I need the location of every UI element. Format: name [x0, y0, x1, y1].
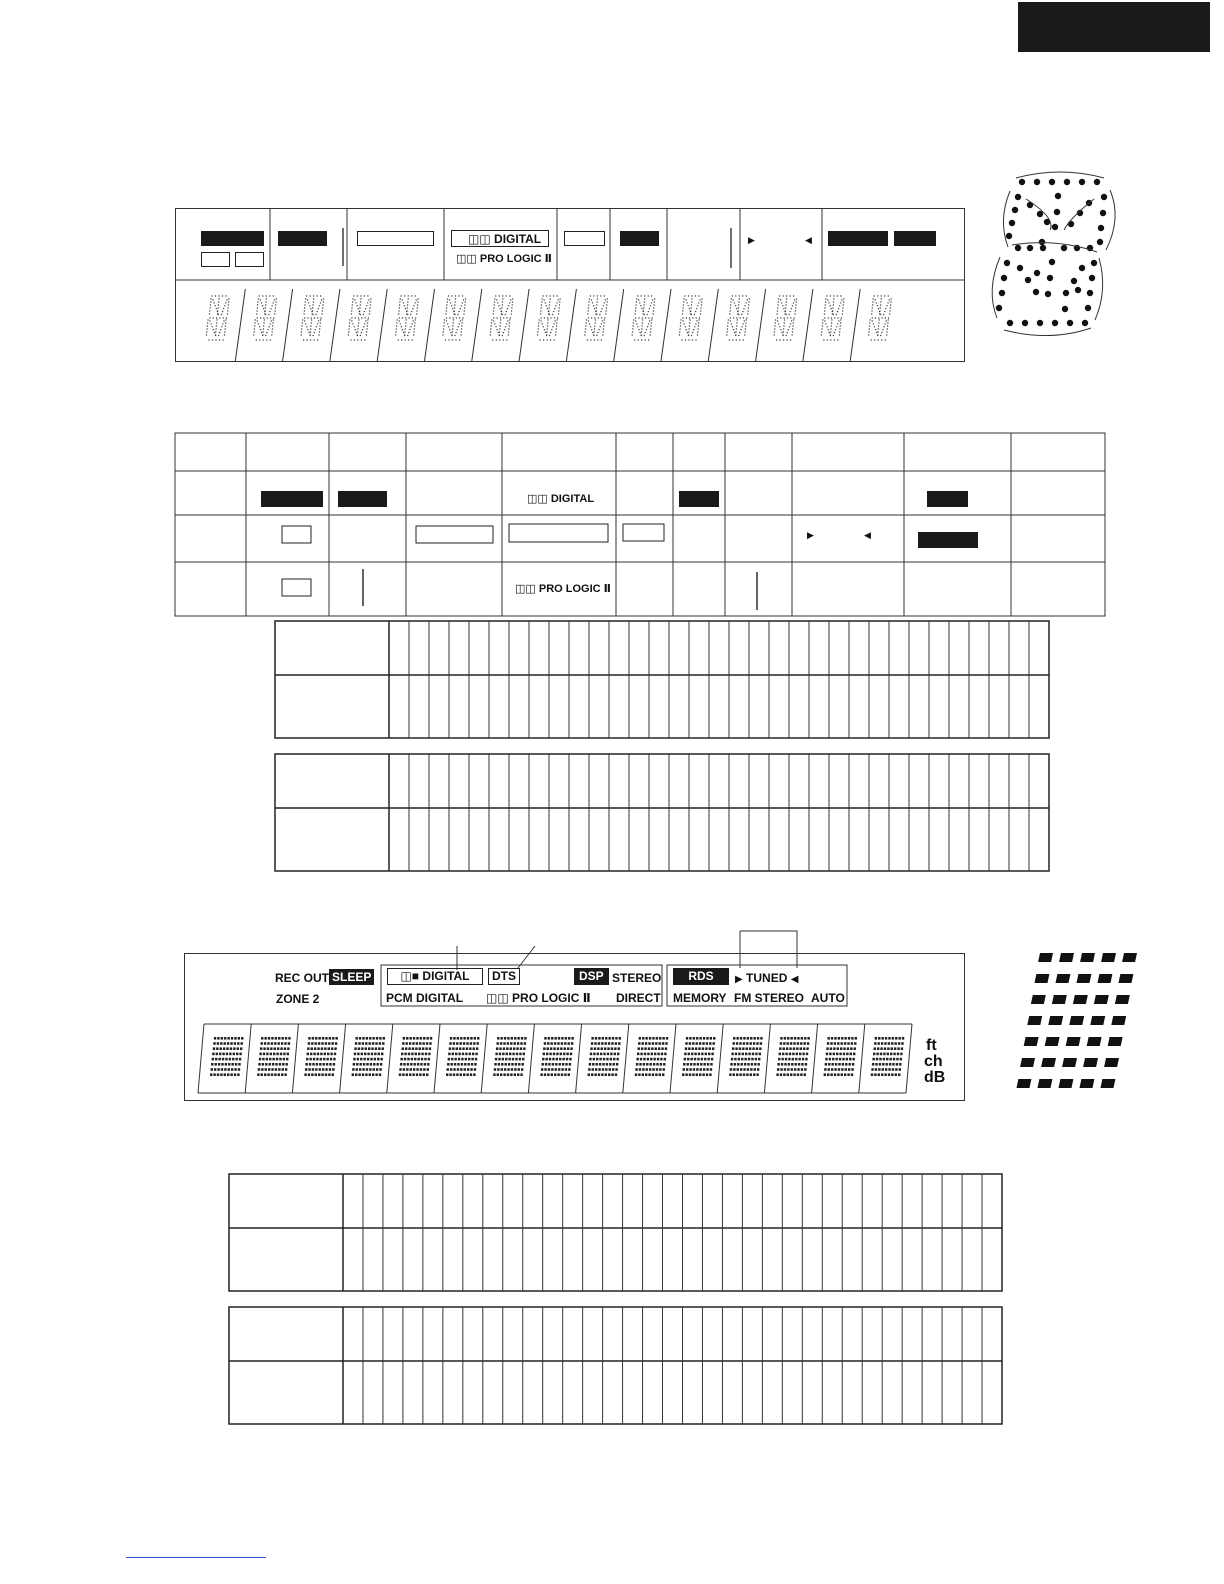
lcd-fm-stereo-label: FM STEREO [734, 991, 805, 1005]
lcd-tuned-indicator: ▶ TUNED ◀ [735, 971, 799, 985]
fl-dolby-digital-label: ◫◫ DIGITAL [468, 232, 542, 246]
dolby-double-d-icon: ◫■ [400, 969, 420, 983]
lcd-unit-ft: ft [926, 1037, 937, 1054]
lcd-direct-label: DIRECT [616, 991, 661, 1005]
dolby-double-d-icon: ◫◫ [468, 232, 491, 246]
fl-tuned-arrow-left: ▶ [748, 235, 755, 245]
lcd-dts-indicator: DTS [488, 968, 520, 985]
fl-dolby-prologic-label: ◫◫ PRO LOGIC Ⅱ [456, 253, 552, 265]
lcd-pcm-digital-label: PCM DIGITAL [386, 991, 464, 1005]
lcd-rec-out-label: REC OUT [275, 971, 329, 985]
dot-matrix-grid [1016, 953, 1137, 1088]
lcd-unit-db: dB [924, 1069, 946, 1086]
table-tuned-arrow-left: ▶ [807, 530, 814, 540]
lcd-zone2-label: ZONE 2 [276, 992, 320, 1006]
lcd-sleep-indicator: SLEEP [329, 969, 374, 985]
lcd-pro-logic-label: ◫◫ PRO LOGIC Ⅱ [486, 991, 591, 1005]
table-dolby-prologic-label: ◫◫ PRO LOGIC Ⅱ [515, 583, 611, 595]
lcd-memory-label: MEMORY [673, 991, 727, 1005]
lcd-unit-ch: ch [924, 1053, 943, 1070]
dolby-double-d-icon: ◫◫ [527, 493, 548, 505]
table-dolby-digital-label: ◫◫ DIGITAL [527, 493, 595, 505]
table-tuned-arrow-right: ◀ [864, 530, 871, 540]
lcd-dsp-indicator: DSP [574, 968, 609, 985]
footer-link-underline [126, 1557, 266, 1558]
dolby-double-d-icon: ◫◫ [486, 991, 509, 1005]
lcd-rds-indicator: RDS [673, 968, 729, 985]
dolby-double-d-icon: ◫◫ [456, 253, 477, 265]
lcd-auto-label: AUTO [811, 991, 845, 1005]
lcd-dolby-digital-indicator: ◫■ DIGITAL [387, 968, 483, 985]
tuned-arrow-left-icon: ◀ [790, 974, 799, 985]
dolby-double-d-icon: ◫◫ [515, 583, 536, 595]
fl-tuned-arrow-right: ◀ [805, 235, 812, 245]
lcd-stereo-label: STEREO [612, 971, 662, 985]
tuned-arrow-right-icon: ▶ [735, 974, 743, 985]
